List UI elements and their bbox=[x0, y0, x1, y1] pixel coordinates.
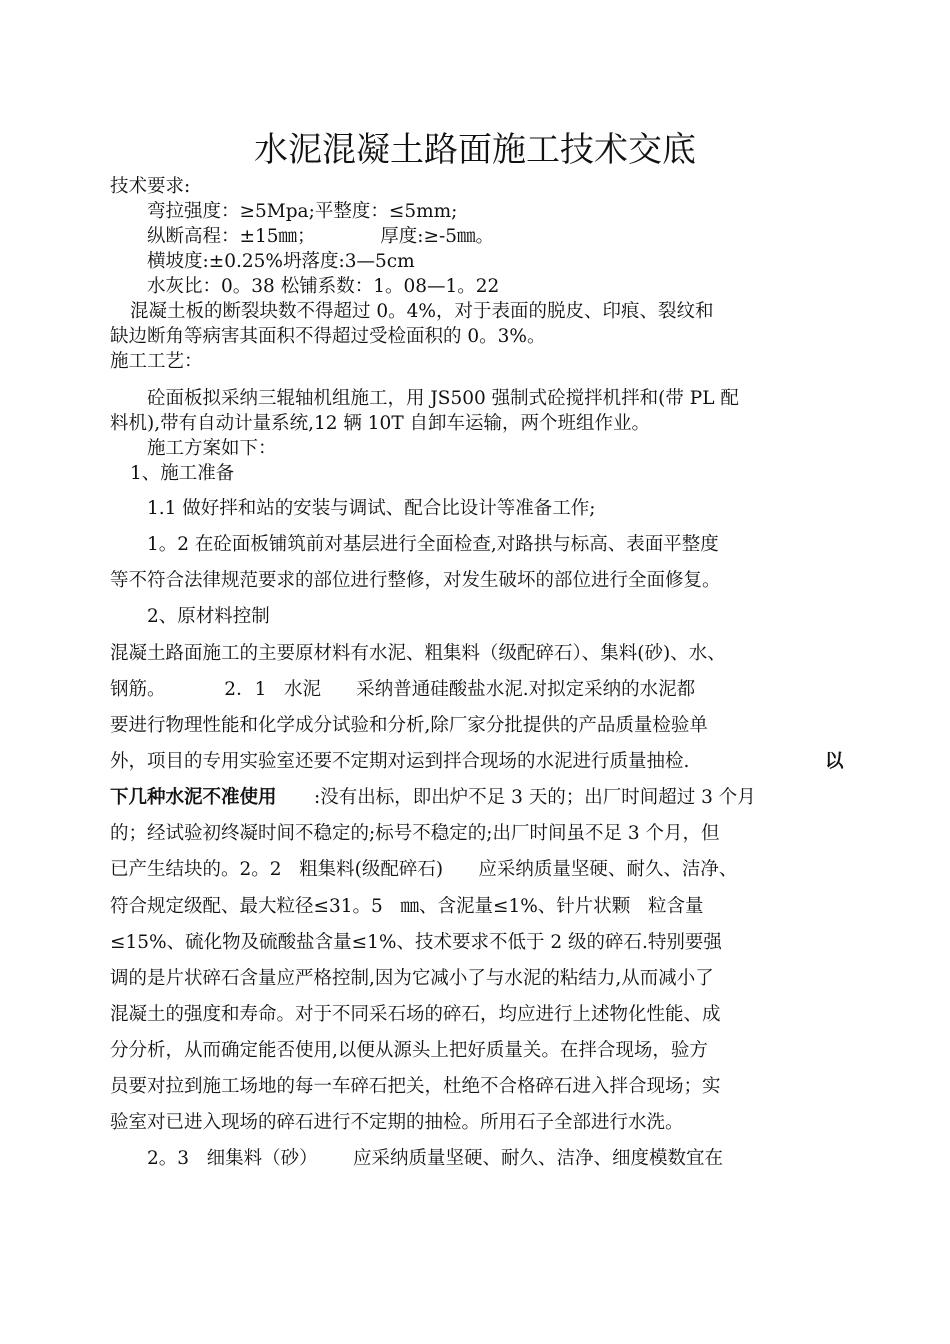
bold-text: 下几种水泥不准使用 bbox=[110, 787, 277, 808]
text-line: 已产生结块的。2。2 粗集料(级配碎石) 应采纳质量坚硬、耐久、洁净、 bbox=[110, 859, 738, 880]
text-line: 要进行物理性能和化学成分试验和分析,除厂家分批提供的产品质量检验单 bbox=[110, 715, 708, 736]
text-line: 砼面板拟采纳三辊轴机组施工，用 JS500 强制式砼搅拌机拌和(带 PL 配 bbox=[147, 388, 739, 409]
text-line: 混凝土的强度和寿命。对于不同采石场的碎石，均应进行上述物化性能、成 bbox=[110, 1004, 721, 1025]
text-line: 弯拉强度：≥5Mpa;平整度：≤5mm; bbox=[147, 201, 458, 222]
text-line: :没有出标，即出炉不足 3 天的；出厂时间超过 3 个月 bbox=[314, 787, 756, 808]
text-line: 2。3 细集料（砂） 应采纳质量坚硬、耐久、洁净、细度模数宜在 bbox=[147, 1148, 723, 1169]
text-line: 分分析，从而确定能否使用,以便从源头上把好质量关。在拌合现场，验方 bbox=[110, 1040, 708, 1061]
document-title: 水泥混凝土路面施工技术交底 bbox=[254, 130, 696, 170]
text-line: 混凝土板的断裂块数不得超过 0。4%，对于表面的脱皮、印痕、裂纹和 bbox=[130, 301, 714, 322]
text-line: 混凝土路面施工的主要原材料有水泥、粗集料（级配碎石）、集料(砂)、水、 bbox=[110, 643, 726, 664]
text-line: 纵断高程：±15㎜； 厚度:≥-5㎜。 bbox=[147, 226, 494, 247]
text-line: 的；经试验初终凝时间不稳定的;标号不稳定的;出厂时间虽不足 3 个月，但 bbox=[110, 823, 720, 844]
text-line: 1。2 在砼面板铺筑前对基层进行全面检查,对路拱与标高、表面平整度 bbox=[147, 534, 719, 555]
text-line: 施工方案如下： bbox=[147, 438, 277, 459]
bold-text: 以 bbox=[825, 751, 844, 772]
text-line: 验室对已进入现场的碎石进行不定期的抽检。所用石子全部进行水洗。 bbox=[110, 1112, 684, 1133]
text-line: 钢筋。 2．1 水泥 采纳普通硅酸盐水泥.对拟定采纳的水泥都 bbox=[110, 679, 696, 700]
section-heading: 技术要求: bbox=[110, 176, 191, 197]
text-line: 水灰比：0。38 松铺系数：1。08—1。22 bbox=[147, 276, 500, 297]
section-heading: 2、原材料控制 bbox=[147, 606, 270, 627]
text-line: 料机),带有自动计量系统,12 辆 10T 自卸车运输，两个班组作业。 bbox=[110, 413, 651, 434]
section-heading: 1、施工准备 bbox=[130, 463, 235, 484]
text-line: 调的是片状碎石含量应严格控制,因为它减小了与水泥的粘结力,从而减小了 bbox=[110, 968, 714, 989]
text-line: 外，项目的专用实验室还要不定期对运到拌合现场的水泥进行质量抽检. bbox=[110, 751, 690, 772]
text-line: 符合规定级配、最大粒径≤31。5 ㎜、含泥量≤1%、针片状颗 粒含量 bbox=[110, 896, 704, 917]
text-line: ≤15%、硫化物及硫酸盐含量≤1%、技术要求不低于 2 级的碎石.特别要强 bbox=[110, 932, 722, 953]
text-line: 员要对拉到施工场地的每一车碎石把关，杜绝不合格碎石进入拌合现场；实 bbox=[110, 1076, 721, 1097]
text-line: 1.1 做好拌和站的安装与调试、配合比设计等准备工作; bbox=[147, 498, 596, 519]
section-heading: 施工工艺： bbox=[110, 351, 203, 372]
text-line: 等不符合法律规范要求的部位进行整修，对发生破坏的部位进行全面修复。 bbox=[110, 570, 721, 591]
text-line: 缺边断角等病害其面积不得超过受检面积的 0。3%。 bbox=[110, 326, 546, 347]
text-line: 横坡度:±0.25%坍落度:3—5cm bbox=[147, 251, 415, 272]
